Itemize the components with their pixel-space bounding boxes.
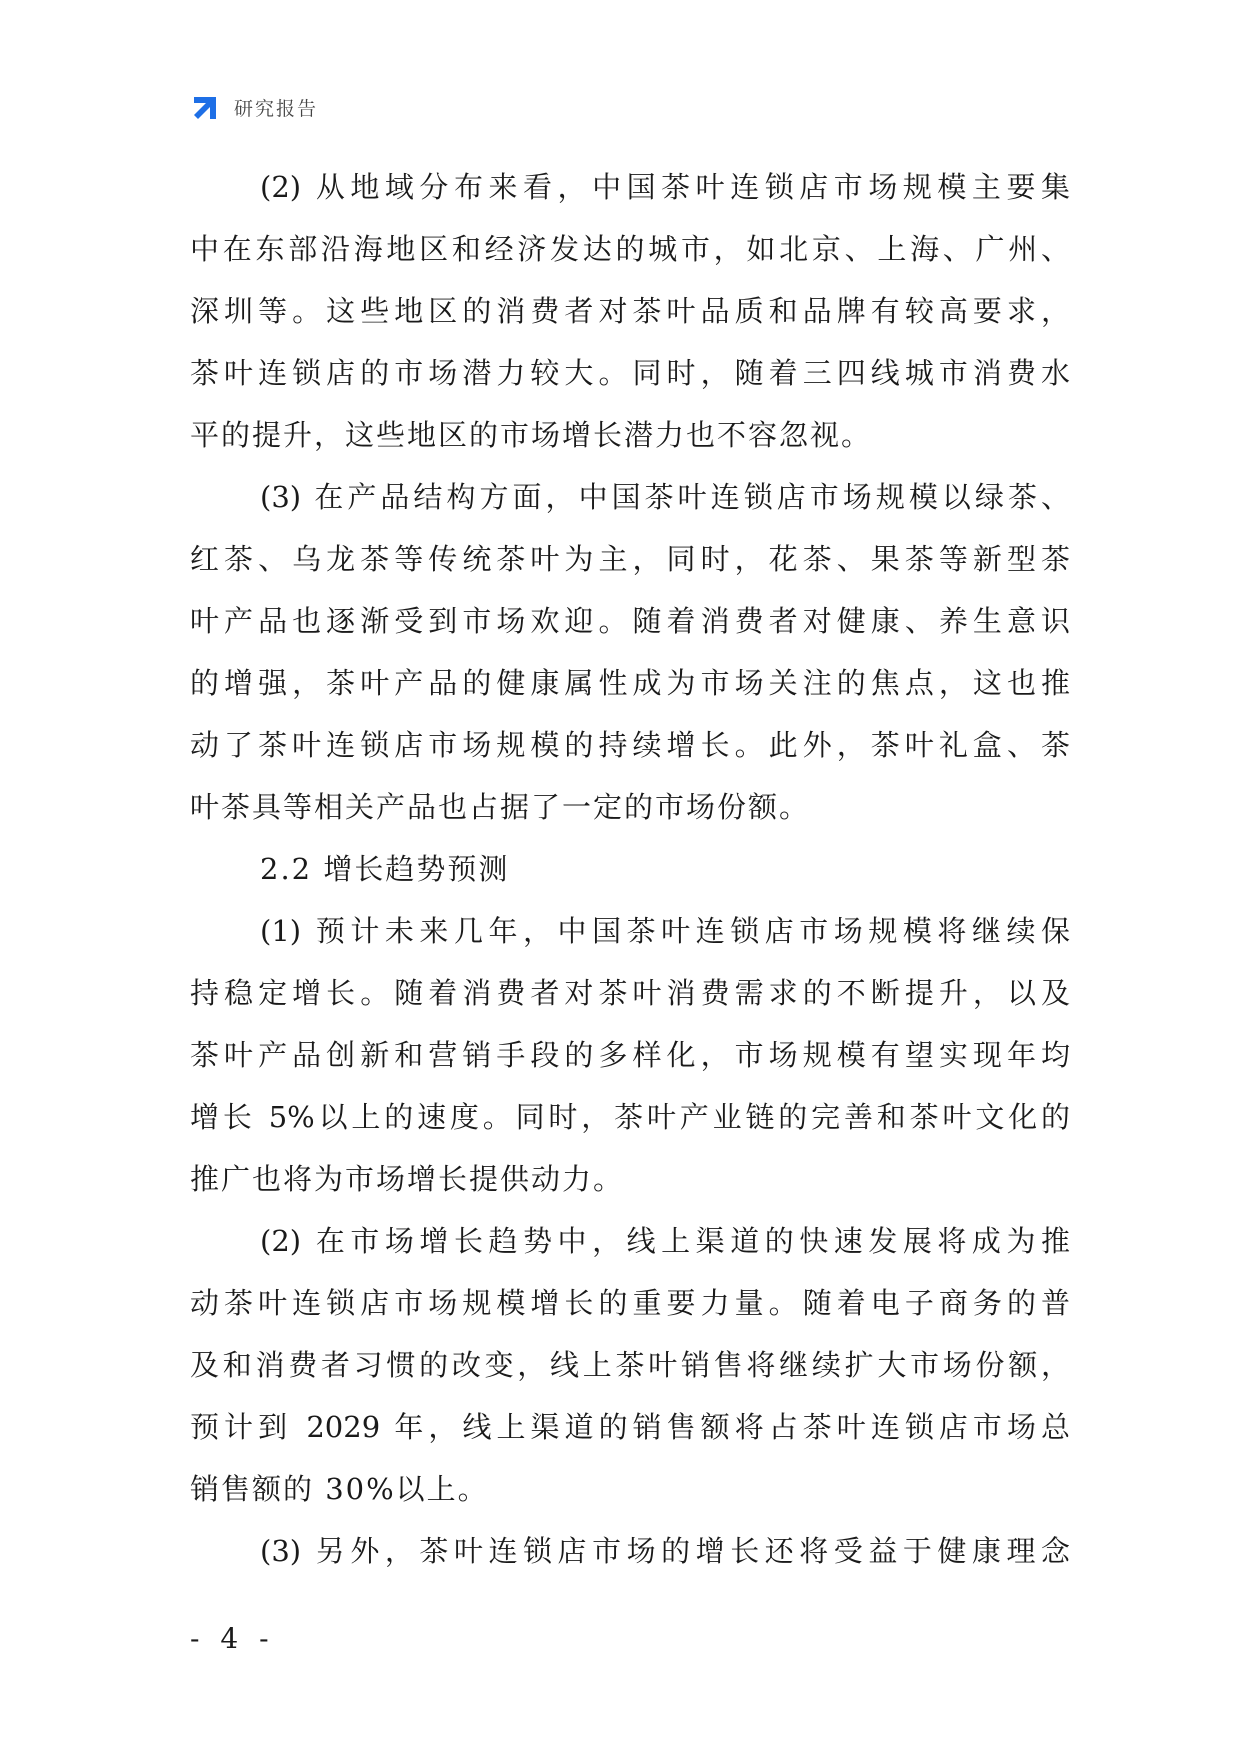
text-line: 动了茶叶连锁店市场规模的持续增长。此外，茶叶礼盒、茶 [190, 728, 1070, 762]
text-line: 红茶、乌龙茶等传统茶叶为主，同时，花茶、果茶等新型茶 [190, 542, 1070, 576]
text-line: 推广也将为市场增长提供动力。 [190, 1162, 625, 1196]
text-line: 叶产品也逐渐受到市场欢迎。随着消费者对健康、养生意识 [190, 604, 1070, 638]
text-line: 的增强，茶叶产品的健康属性成为市场关注的焦点，这也推 [190, 666, 1070, 700]
text-line: (1) 预计未来几年，中国茶叶连锁店市场规模将继续保 [260, 914, 1070, 948]
header-title: 研究报告 [234, 97, 319, 120]
text-line: 增长 5%以上的速度。同时，茶叶产业链的完善和茶叶文化的 [190, 1100, 1070, 1134]
text-line: 平的提升，这些地区的市场增长潜力也不容忽视。 [190, 418, 873, 452]
arrow-logo-icon [190, 91, 222, 123]
text-line: (3) 在产品结构方面，中国茶叶连锁店市场规模以绿茶、 [260, 480, 1070, 514]
text-line: (3) 另外，茶叶连锁店市场的增长还将受益于健康理念 [260, 1534, 1070, 1568]
text-line: 深圳等。这些地区的消费者对茶叶品质和品牌有较高要求， [190, 294, 1070, 328]
text-line: (2) 从地域分布来看，中国茶叶连锁店市场规模主要集 [260, 170, 1070, 204]
text-line: 茶叶产品创新和营销手段的多样化，市场规模有望实现年均 [190, 1038, 1070, 1072]
report-header [190, 90, 318, 124]
text-line: 动茶叶连锁店市场规模增长的重要力量。随着电子商务的普 [190, 1286, 1070, 1320]
text-line: 茶叶连锁店的市场潜力较大。同时，随着三四线城市消费水 [190, 356, 1070, 390]
text-line: 中在东部沿海地区和经济发达的城市，如北京、上海、广州、 [190, 232, 1070, 266]
page-number: - 4 - [190, 1622, 275, 1655]
text-line: 销售额的 30%以上。 [190, 1472, 489, 1506]
text-line: 持稳定增长。随着消费者对茶叶消费需求的不断提升，以及 [190, 976, 1070, 1010]
document-body [190, 156, 1070, 1582]
text-line: 叶茶具等相关产品也占据了一定的市场份额。 [190, 790, 811, 824]
text-line: 及和消费者习惯的改变，线上茶叶销售将继续扩大市场份额， [190, 1348, 1070, 1382]
section-heading: 2.2 增长趋势预测 [260, 852, 510, 886]
text-line: (2) 在市场增长趋势中，线上渠道的快速发展将成为推 [260, 1224, 1070, 1258]
text-line: 预计到 2029 年，线上渠道的销售额将占茶叶连锁店市场总 [190, 1410, 1070, 1444]
